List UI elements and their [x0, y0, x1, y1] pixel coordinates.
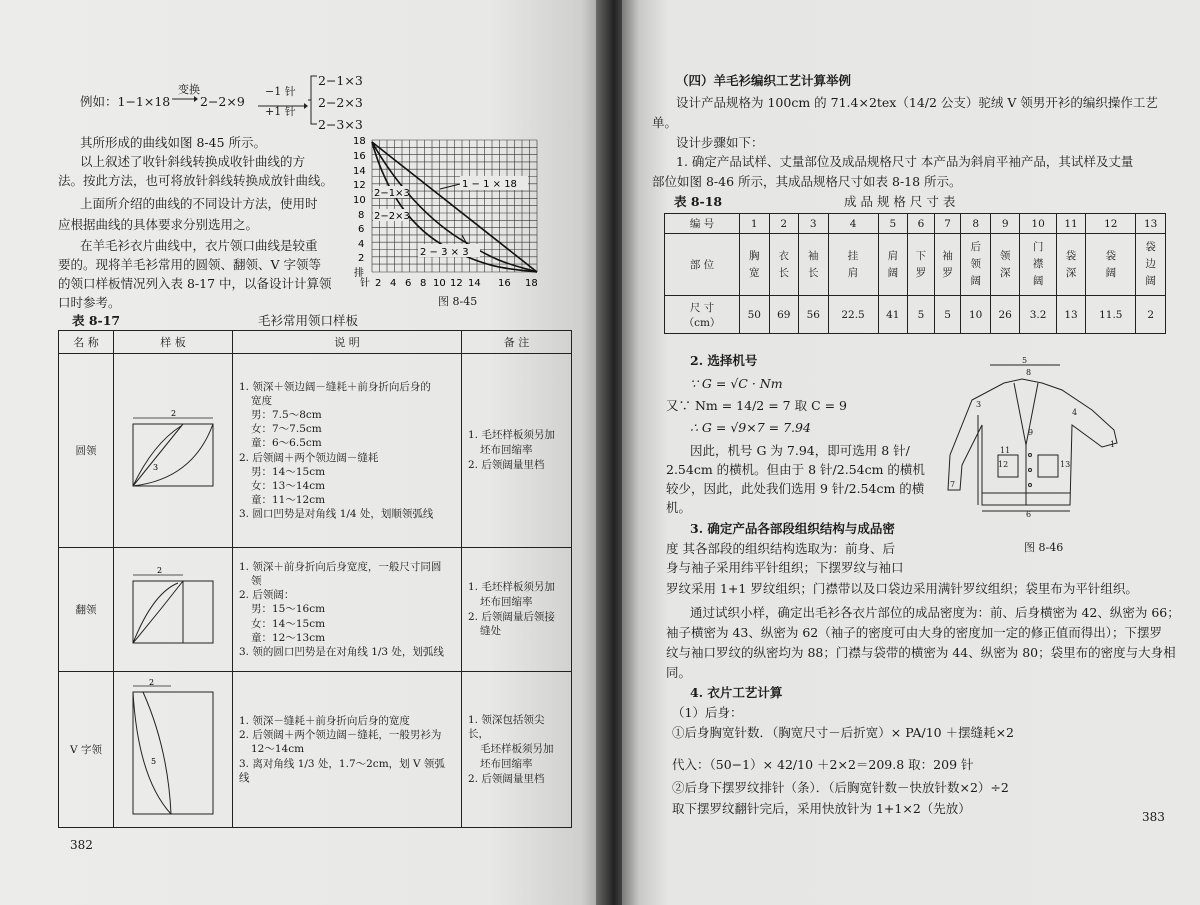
step4-title: 4. 衣片工艺计算 [690, 685, 783, 700]
table-8-17 [58, 330, 572, 828]
figure-8-46-caption: 图 8-46 [1024, 541, 1064, 554]
example-formula-start: 例如：1−1×18 [80, 94, 171, 109]
table-cell: 3 [799, 214, 829, 234]
calc-3: ②后身下摆罗纹排针（条）．（后胸宽针数－快放针数×2）÷2 [672, 780, 1009, 795]
svg-text:5: 5 [1022, 356, 1028, 365]
table-cell: 领深 [990, 234, 1020, 296]
table-cell: 袋边阔 [1136, 234, 1166, 296]
row-head: 编 号 [665, 214, 740, 234]
pattern-round-collar [114, 354, 233, 548]
table-8-18-label: 表 8-18 [674, 194, 723, 209]
row-desc: 1. 领深＋前身折向后身宽度，一般尺寸同圆 领 2. 后领阔： 男：15～16cm 女：14～15cm 童：12～13cm 3. 领的圆口凹势是在对角线 1/3 处，划弧线 [233, 548, 462, 672]
row-name: V 字领 [59, 672, 114, 828]
table-row [665, 234, 1166, 296]
row-note: 1. 领深包括领尖长， 毛坯样板须另加 坯布回缩率 2. 后领阔量里档 [462, 672, 572, 828]
steps-label: 设计步骤如下： [676, 135, 764, 150]
col-header: 备 注 [462, 331, 572, 354]
calc-2: 代入：（50−1）× 42/10 ＋2×2＝209.8 取：209 针 [672, 757, 974, 772]
table-cell: 袋阔 [1086, 234, 1136, 296]
branch-1: 2−1×3 [318, 73, 363, 88]
svg-text:9: 9 [1028, 428, 1034, 437]
svg-text:1: 1 [1110, 440, 1116, 449]
table-cell: 12 [1086, 214, 1136, 234]
table-cell: 9 [990, 214, 1020, 234]
table-cell: 后领阔 [961, 234, 991, 296]
para-2-line-1: 以上叙述了收针斜线转换成收针曲线的方 [80, 154, 306, 169]
figure-8-46 [942, 355, 1120, 535]
step2-para-line-4: 机。 [666, 500, 692, 515]
figure-8-45 [350, 134, 550, 294]
y-tick: 4 [358, 239, 365, 250]
step3-para2-line-2: 袖子横密为 43、纵密为 62（袖子的密度可由大身的密度加一定的修正值而得出）；下摆罗 [666, 625, 1163, 640]
col-header: 样 板 [114, 331, 233, 354]
intro-line-1: 设计产品规格为 100cm 的 71.4×2tex（14/2 公支）驼绒 V 领男开衫的编织操作工艺 [676, 95, 1158, 110]
x-tick: 14 [468, 278, 481, 289]
svg-text:12: 12 [998, 460, 1009, 469]
table-cell: 挂肩 [828, 234, 878, 296]
y-tick: 2 [358, 253, 365, 264]
step2-para-line-3: 较少，因此，此处我们选用 9 针/2.54cm 的横 [666, 481, 925, 496]
arrow2-label-bottom: +1 针 [265, 105, 296, 118]
pattern-turndown-collar [114, 548, 233, 672]
y-tick: 6 [358, 224, 365, 235]
para-1: 其所形成的曲线如图 8-45 所示。 [80, 135, 267, 150]
label-2x2x3: 2−2×3 [374, 211, 410, 222]
row-note: 1. 毛坯样板须另加 坯布回缩率 2. 后领阔量后领接 缝处 [462, 548, 572, 672]
table-row [59, 354, 572, 548]
page-number-right: 383 [1142, 810, 1165, 824]
y-tick: 12 [353, 180, 366, 191]
x-tick: 12 [450, 278, 463, 289]
table-cell: 69 [769, 296, 799, 334]
step3-para2-line-3: 纹与袖口罗纹的纵密均为 88；门襟与袋带的横密为 44、纵密为 80；袋里布的密度与大身相 [666, 645, 1176, 660]
table-cell: 袖罗 [934, 234, 961, 296]
table-cell: 13 [1136, 214, 1166, 234]
table-8-18-title: 成 品 规 格 尺 寸 表 [844, 194, 956, 209]
col-header: 名 称 [59, 331, 114, 354]
row-head: 尺 寸 （cm） [665, 296, 740, 334]
table-cell: 41 [878, 296, 908, 334]
intro-line-2: 单。 [652, 115, 678, 130]
table-cell: 6 [908, 214, 935, 234]
x-axis-label: 针 [360, 278, 370, 289]
svg-text:3: 3 [153, 463, 159, 472]
cardigan-diagram [942, 355, 1120, 535]
y-tick: 16 [353, 151, 366, 162]
table-cell: 11 [1056, 214, 1086, 234]
svg-text:3: 3 [976, 400, 982, 409]
y-axis-label: 排 [354, 268, 364, 279]
table-cell: 肩阔 [878, 234, 908, 296]
label-2x3x3: 2 − 3 × 3 [420, 247, 469, 258]
calc-1: ①后身胸宽针数．（胸宽尺寸－后折宽）× PA/10 ＋摆缝耗×2 [672, 725, 1015, 740]
para-3-line-1: 上面所介绍的曲线的不同设计方法，使用时 [80, 196, 318, 211]
table-row [665, 214, 1166, 234]
table-cell: 8 [961, 214, 991, 234]
table-8-17-label: 表 8-17 [72, 313, 121, 328]
branch-3: 2−3×3 [318, 117, 363, 132]
y-tick: 14 [353, 166, 366, 177]
table-cell: 50 [740, 296, 770, 334]
brace-icon [308, 74, 318, 126]
table-cell: 下罗 [908, 234, 935, 296]
step2-title: 2. 选择机号 [690, 353, 758, 368]
example-formula-mid: 2−2×9 [200, 94, 245, 109]
svg-text:11: 11 [1000, 446, 1011, 455]
formula-2: 又∵ Nm = 14/2 = 7 取 C = 9 [666, 398, 848, 413]
step3-line-3: 罗纹采用 1+1 罗纹组织；门襟带以及口袋边采用满针罗纹组织；袋里布为平针组织。 [666, 581, 1138, 596]
svg-text:6: 6 [1026, 510, 1032, 519]
table-cell: 胸宽 [740, 234, 770, 296]
table-cell: 10 [1020, 214, 1056, 234]
step3-para2-line-4: 同。 [666, 665, 692, 680]
branch-2: 2−2×3 [318, 95, 363, 110]
table-cell: 13 [1056, 296, 1086, 334]
table-cell: 7 [934, 214, 961, 234]
page-number-left: 382 [70, 838, 93, 852]
svg-text:5: 5 [151, 757, 157, 766]
table-cell: 门襟阔 [1020, 234, 1056, 296]
para-4-line-1: 在羊毛衫衣片曲线中，衣片领口曲线是较重 [80, 238, 318, 253]
table-cell: 5 [878, 214, 908, 234]
row-note: 1. 毛坯样板须另加 坯布回缩率 2. 后领阔量里档 [462, 354, 572, 548]
table-cell: 26 [990, 296, 1020, 334]
row-head: 部 位 [665, 234, 740, 296]
step4-sub: （1）后身： [672, 705, 743, 720]
svg-text:4: 4 [1072, 408, 1078, 417]
table-cell: 3.2 [1020, 296, 1056, 334]
y-tick: 10 [353, 195, 366, 206]
formula-1: ∵ G = √C · Nm [690, 376, 783, 391]
arrow2-icon [258, 97, 308, 105]
table-cell: 10 [961, 296, 991, 334]
x-tick: 10 [433, 278, 446, 289]
y-tick: 18 [353, 136, 366, 147]
arrow-label-top: 变换 [178, 83, 200, 96]
pattern-v-collar [114, 672, 233, 828]
x-tick: 2 [375, 278, 382, 289]
figure-8-45-caption: 图 8-45 [438, 295, 478, 308]
svg-text:2: 2 [157, 566, 163, 575]
svg-text:13: 13 [1060, 460, 1071, 469]
step1-line-1: 1. 确定产品试样、丈量部位及成品规格尺寸 本产品为斜肩平袖产品，其试样及丈量 [676, 154, 1134, 169]
table-cell: 2 [769, 214, 799, 234]
svg-text:7: 7 [950, 480, 956, 489]
x-tick: 4 [390, 278, 397, 289]
table-header-row [59, 331, 572, 354]
table-cell: 11.5 [1086, 296, 1136, 334]
y-tick: 8 [358, 210, 365, 221]
svg-text:2: 2 [171, 409, 177, 418]
table-cell: 袋深 [1056, 234, 1086, 296]
step3-line-1: 度 其各部段的组织结构选取为：前身、后 [666, 541, 895, 556]
table-row [59, 548, 572, 672]
x-tick: 6 [405, 278, 412, 289]
table-cell: 22.5 [828, 296, 878, 334]
table-cell: 56 [799, 296, 829, 334]
x-tick: 18 [525, 278, 538, 289]
arrow-icon [172, 92, 198, 104]
step3-title: 3. 确定产品各部段组织结构与成品密 [690, 521, 895, 536]
table-cell: 1 [740, 214, 770, 234]
figure-8-45-graph [350, 134, 550, 294]
step2-para-line-1: 因此，机号 G 为 7.94，即可选用 8 针/ [690, 443, 910, 458]
step3-para2-line-1: 通过试织小样，确定出毛衫各衣片部位的成品密度为：前、后身横密为 42、纵密为 66； [690, 605, 1180, 620]
table-cell: 衣长 [769, 234, 799, 296]
table-cell: 4 [828, 214, 878, 234]
label-1x18: 1 − 1 × 18 [462, 179, 517, 190]
table-row [59, 672, 572, 828]
col-header: 说 明 [233, 331, 462, 354]
label-2x1x3: 2−1×3 [374, 188, 410, 199]
table-cell: 5 [934, 296, 961, 334]
row-desc: 1. 领深－缝耗＋前身折向后身的宽度 2. 后领阔＋两个领边阔－缝耗，一般男衫为 12～14cm 3. 离对角线 1/3 处，1.7～2cm，划 V 领弧线 [233, 672, 462, 828]
para-4-line-2: 要的。现将羊毛衫常用的圆领、翻领、V 字领等 [58, 257, 322, 272]
table-cell: 5 [908, 296, 935, 334]
x-tick: 16 [498, 278, 511, 289]
table-row [665, 296, 1166, 334]
step2-para-line-2: 2.54cm 的横机。但由于 8 针/2.54cm 的横机 [666, 462, 925, 477]
para-4-line-4: 口时参考。 [58, 295, 121, 310]
table-8-17-title: 毛衫常用领口样板 [258, 313, 359, 328]
para-4-line-3: 的领口样板情况列入表 8-17 中，以备设计计算领 [58, 276, 332, 291]
row-desc: 1. 领深＋领边阔－缝耗＋前身折向后身的 宽度 男：7.5～8cm 女：7～7.5cm 童：6～6.5cm 2. 后领阔＋两个领边阔－缝耗 男：14～15cm 女：13～14cm 童：11～12cm 3. 圆口凹势是对角线 1/4 处，划顺领弧线 [233, 354, 462, 548]
formula-3: ∴ G = √9×7 = 7.94 [690, 420, 811, 435]
step3-line-2: 身与袖子采用纬平针组织；下摆罗纹与袖口 [666, 560, 904, 575]
step1-line-2: 部位如图 8-46 所示，其成品规格尺寸如表 8-18 所示。 [652, 174, 962, 189]
table-cell: 袖长 [799, 234, 829, 296]
svg-text:8: 8 [1026, 368, 1032, 377]
section-title: （四）羊毛衫编织工艺计算举例 [676, 73, 852, 88]
row-name: 圆领 [59, 354, 114, 548]
x-tick: 8 [420, 278, 427, 289]
row-name: 翻领 [59, 548, 114, 672]
svg-text:2: 2 [149, 678, 155, 687]
para-3-line-2: 应根据曲线的具体要求分别选用之。 [58, 217, 259, 232]
arrow2-label-top: −1 针 [265, 85, 296, 98]
calc-4: 取下摆罗纹翻针完后，采用快放针为 1+1×2（先放） [672, 801, 971, 816]
para-2-line-2: 法。按此方法，也可将放针斜线转换成放针曲线。 [58, 173, 334, 188]
table-cell: 2 [1136, 296, 1166, 334]
table-8-18 [664, 213, 1166, 334]
